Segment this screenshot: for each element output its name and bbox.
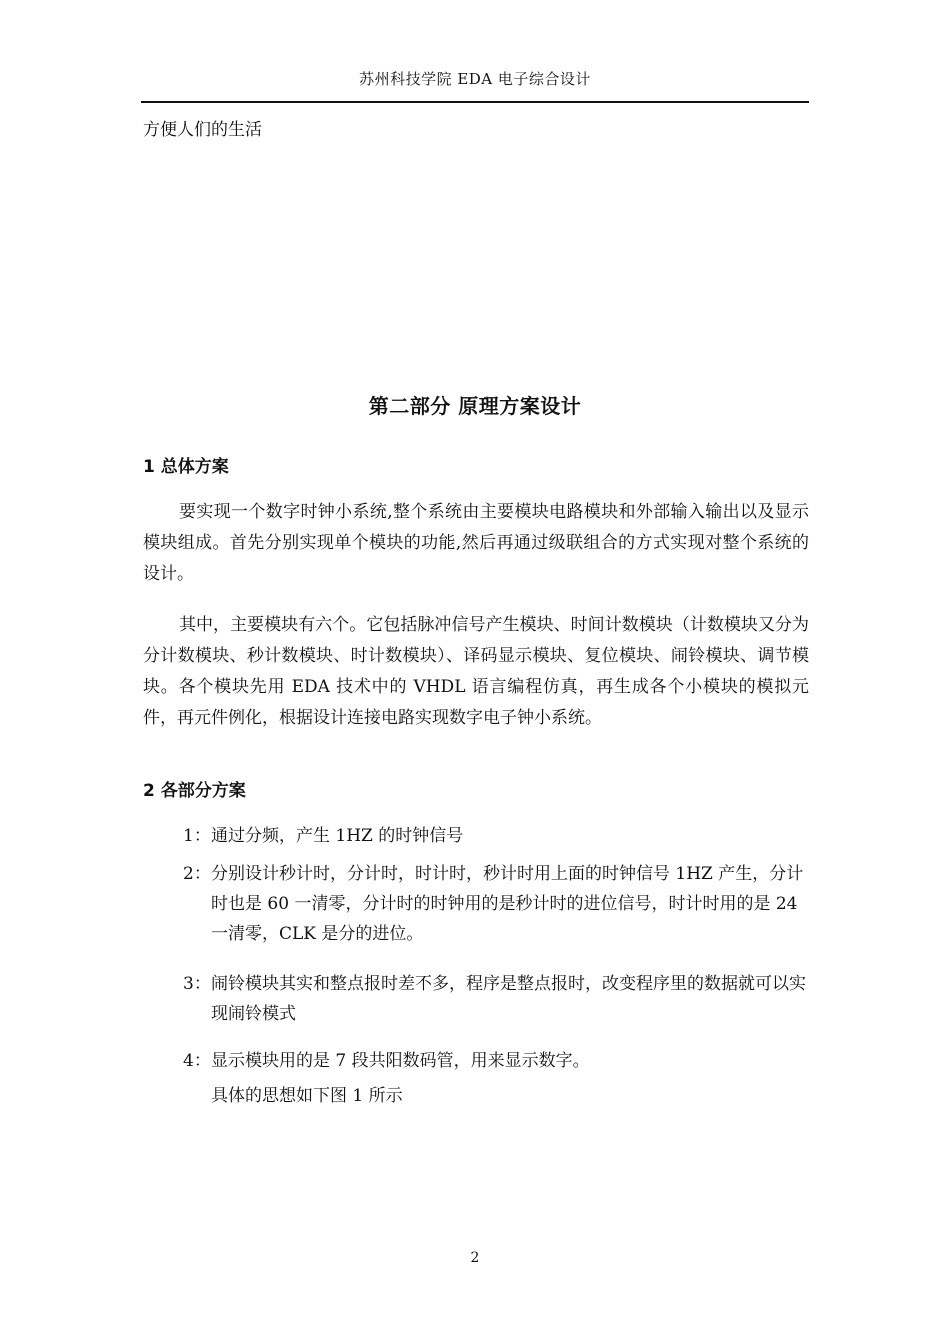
list-item-text: 通过分频，产生 1HZ 的时钟信号	[211, 826, 464, 846]
overall-heading: 1 总体方案	[143, 457, 229, 477]
list-item-text: 闹铃模块其实和整点报时差不多，程序是整点报时，改变程序里的数据就可以实现闹铃模式	[211, 974, 806, 1024]
list-item	[183, 1046, 809, 1076]
list-item	[183, 969, 809, 1029]
list-item	[183, 859, 809, 949]
carryover-line: 方便人们的生活	[143, 120, 262, 140]
page-header: 苏州科技学院 EDA 电子综合设计	[359, 70, 591, 88]
header-divider	[141, 101, 809, 103]
page-number: 2	[470, 1250, 480, 1266]
list-item-text: 分别设计秒计时，分计时，时计时，秒计时用上面的时钟信号 1HZ 产生，分计时也是 60 一清零，分计时的时钟用的是秒计时的进位信号，时计时用的是 24 一清零，CLK 是分的进位。	[211, 864, 804, 944]
list-item-number: 3：	[183, 974, 211, 994]
overall-paragraph-1: 要实现一个数字时钟小系统,整个系统由主要模块电路模块和外部输入输出以及显示模块组成。首先分别实现单个模块的功能,然后再通过级联组合的方式实现对整个系统的设计。	[143, 502, 809, 584]
list-item-number: 2：	[183, 864, 211, 884]
section-title: 第二部分 原理方案设计	[368, 394, 582, 418]
overall-paragraph-2: 其中，主要模块有六个。它包括脉冲信号产生模块、时间计数模块（计数模块又分为分计数模块、秒计数模块、时计数模块）、译码显示模块、复位模块、闹铃模块、调节模块。各个模块先用 EDA 技术中的 VHDL 语言编程仿真，再生成各个小模块的模拟元件，再元件例化，根据设计连接电路实现数字电子钟小系统。	[143, 615, 809, 728]
list-item-number: 4：	[183, 1051, 211, 1071]
list-item	[183, 821, 809, 851]
figure-reference: 具体的思想如下图 1 所示	[211, 1086, 403, 1106]
parts-heading: 2 各部分方案	[143, 781, 246, 801]
list-item-number: 1：	[183, 826, 211, 846]
list-item-text: 显示模块用的是 7 段共阳数码管，用来显示数字。	[211, 1051, 590, 1071]
